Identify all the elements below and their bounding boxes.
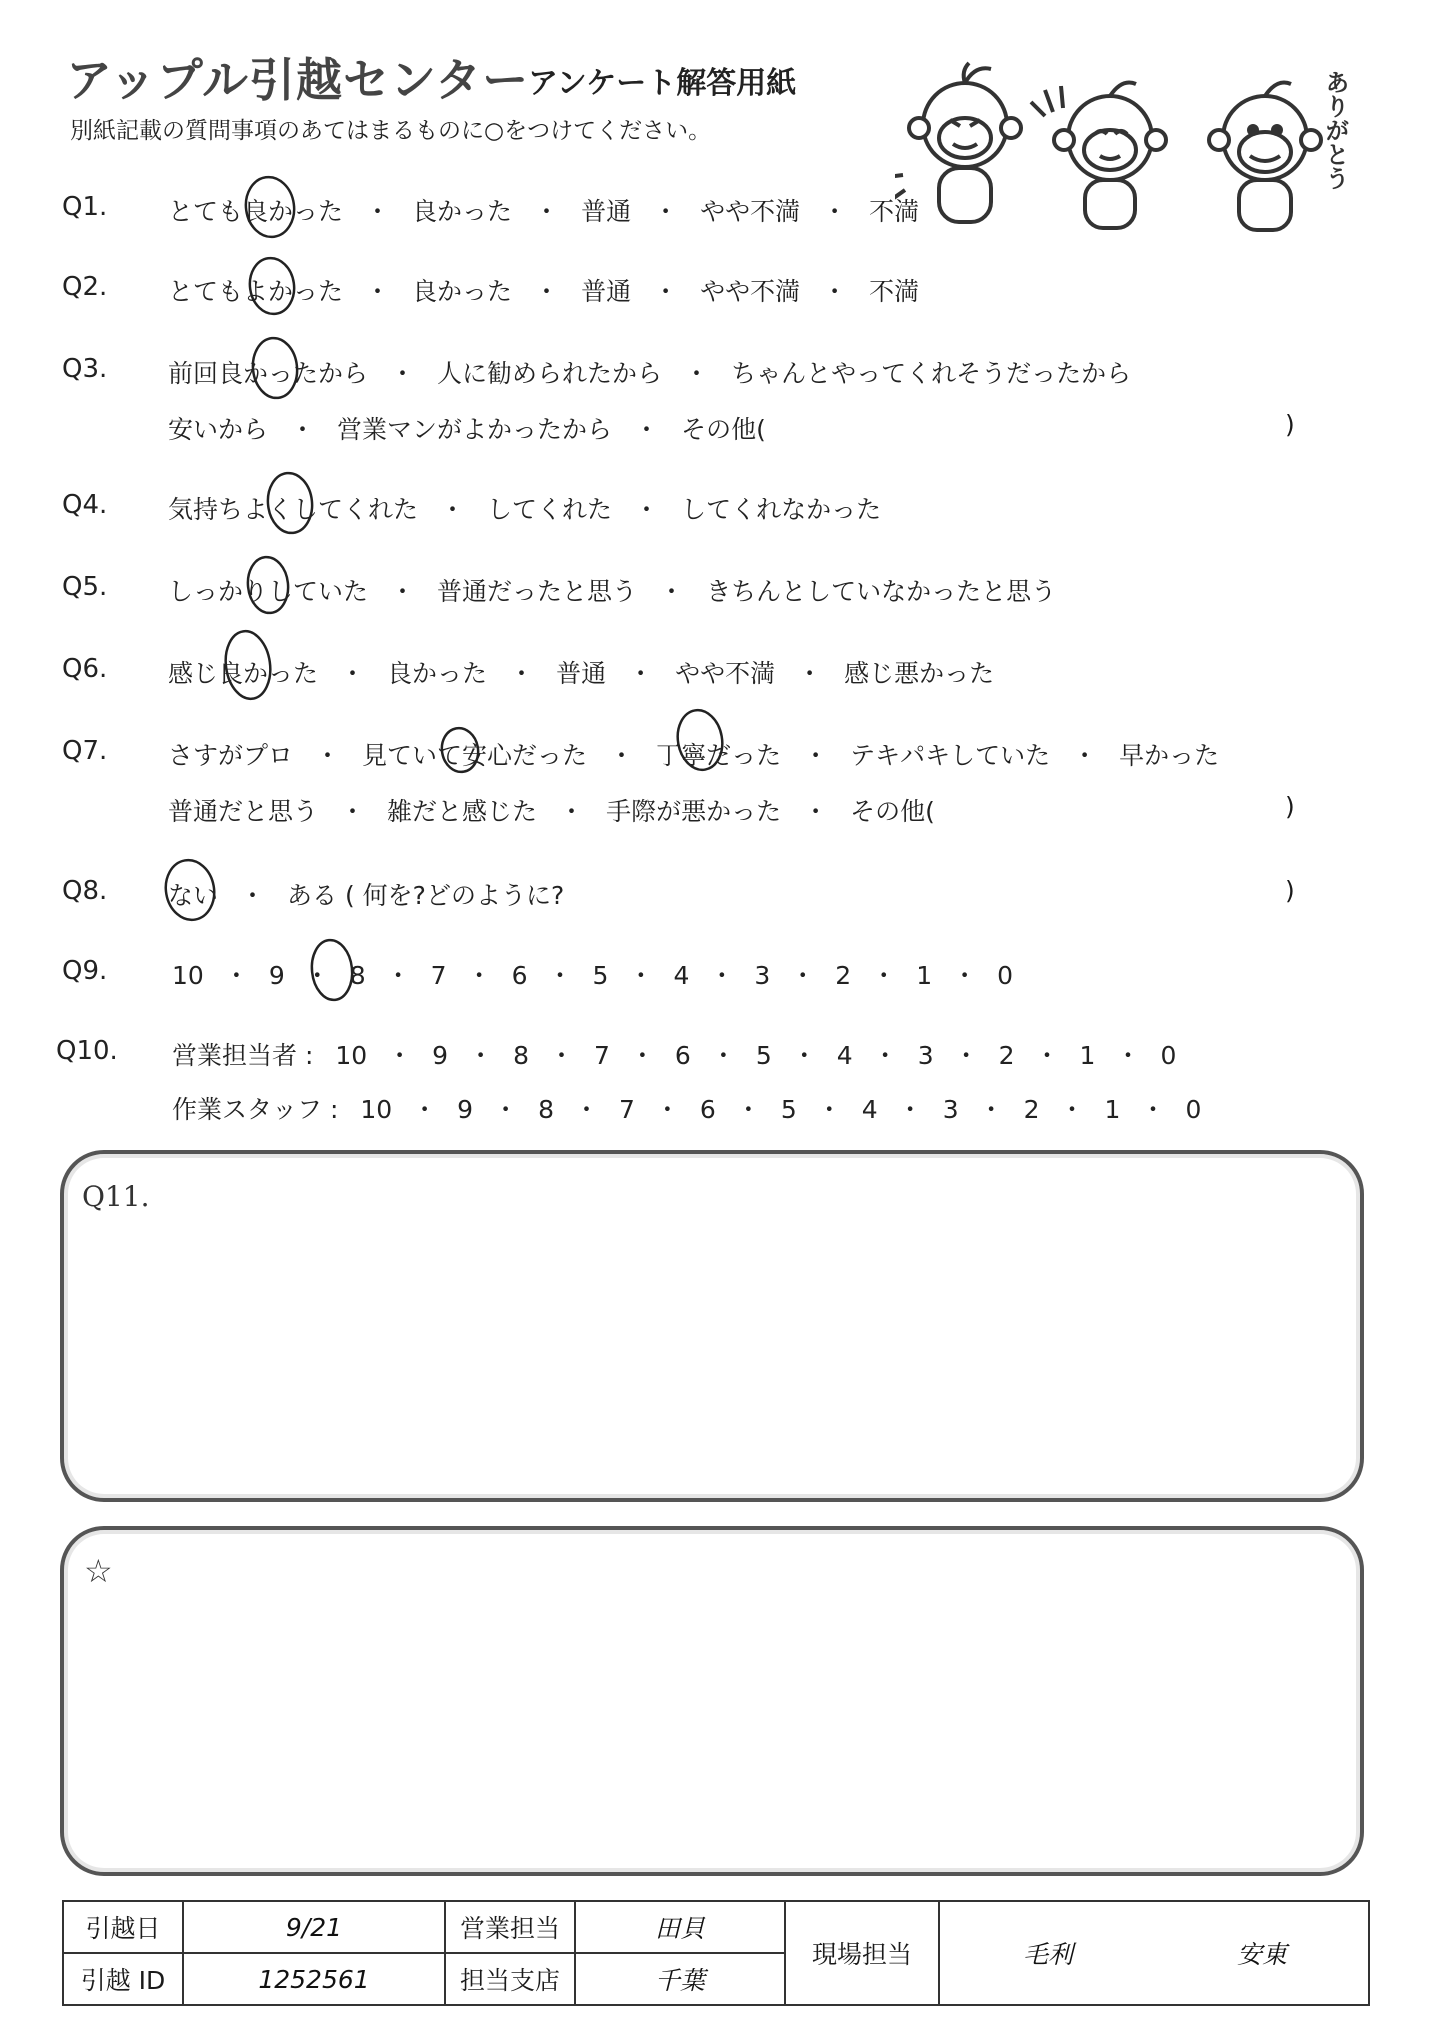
q7-options-line2: 普通だと思う ・ 雑だと感じた ・ 手際が悪かった ・ その他( xyxy=(168,797,935,826)
q7-label: Q7. xyxy=(62,736,108,766)
q7-option-6[interactable]: 普通だと思う xyxy=(168,797,319,826)
q4-option-2[interactable]: してくれた xyxy=(487,495,613,524)
q9-score-2[interactable]: 2 xyxy=(835,961,852,990)
site-staff-label: 現場担当 xyxy=(785,1901,939,2005)
move-id-label: 引越 ID xyxy=(63,1953,183,2005)
q5-options: しっかりしていた ・ 普通だったと思う ・ きちんとしていなかったと思う xyxy=(168,577,1057,606)
q1-label: Q1. xyxy=(62,192,108,222)
star-label: ☆ xyxy=(84,1552,113,1590)
q7-option-1[interactable]: さすがプロ xyxy=(168,741,294,770)
q2-label: Q2. xyxy=(62,272,108,302)
q1-option-1[interactable]: とても良かった xyxy=(168,197,344,226)
q9-score-6[interactable]: 6 xyxy=(511,961,528,990)
q1-option-2[interactable]: 良かった xyxy=(412,197,513,226)
q11-label: Q11. xyxy=(82,1180,150,1213)
q3-option-4[interactable]: 安いから xyxy=(168,415,269,444)
q10-staff-score-9[interactable]: 9 xyxy=(457,1095,474,1124)
q10-sales-score-2[interactable]: 2 xyxy=(998,1041,1015,1070)
q10-staff-score-2[interactable]: 2 xyxy=(1023,1095,1040,1124)
q6-options: 感じ良かった ・ 良かった ・ 普通 ・ やや不満 ・ 感じ悪かった xyxy=(168,659,995,688)
q7-option-3[interactable]: 丁寧だった xyxy=(656,741,782,770)
q10-sales-score-10[interactable]: 10 xyxy=(335,1041,368,1070)
q10-staff-score-3[interactable]: 3 xyxy=(942,1095,959,1124)
q10-sales-score-3[interactable]: 3 xyxy=(917,1041,934,1070)
thanks-vertical-text: ありがとう xyxy=(1321,70,1349,190)
q10-staff-score-7[interactable]: 7 xyxy=(619,1095,635,1124)
q7-option-8[interactable]: 手際が悪かった xyxy=(606,797,782,826)
q10-sales-score-4[interactable]: 4 xyxy=(836,1041,853,1070)
q10-sales-score-7[interactable]: 7 xyxy=(594,1041,610,1070)
q4-option-1[interactable]: 気持ちよくしてくれた xyxy=(168,495,419,524)
q10-sales-score-1[interactable]: 1 xyxy=(1079,1041,1096,1070)
q1-option-5[interactable]: 不満 xyxy=(869,197,920,226)
move-date-value[interactable]: 9/21 xyxy=(183,1901,445,1953)
q9-score-5[interactable]: 5 xyxy=(592,961,609,990)
q3-option-5[interactable]: 営業マンがよかったから xyxy=(337,415,613,444)
q4-options: 気持ちよくしてくれた ・ してくれた ・ してくれなかった xyxy=(168,495,882,524)
q9-score-1[interactable]: 1 xyxy=(916,961,933,990)
instruction-text: 別紙記載の質問事項のあてはまるものに○をつけてください。 xyxy=(70,118,712,144)
q8-option-some[interactable]: ある ( 何を?どのように? xyxy=(287,881,565,910)
q3-close-paren: ) xyxy=(1285,410,1295,439)
q10-sales-score-0[interactable]: 0 xyxy=(1160,1041,1177,1070)
q6-option-4[interactable]: やや不満 xyxy=(675,659,776,688)
q10-staff-score-1[interactable]: 1 xyxy=(1104,1095,1121,1124)
q7-option-4[interactable]: テキパキしていた xyxy=(850,741,1051,770)
monkey-mascots-illustration xyxy=(895,50,1365,240)
star-comment-box[interactable] xyxy=(60,1526,1364,1876)
q2-option-4[interactable]: やや不満 xyxy=(700,277,801,306)
q3-option-1[interactable]: 前回良かったから xyxy=(168,359,369,388)
site-staff-value-2[interactable]: 安東 xyxy=(1156,1901,1369,2005)
q10-staff-score-8[interactable]: 8 xyxy=(538,1095,554,1124)
q10-staff-score-6[interactable]: 6 xyxy=(699,1095,716,1124)
branch-label: 担当支店 xyxy=(445,1953,575,2005)
q6-option-2[interactable]: 良かった xyxy=(387,659,488,688)
q8-option-none[interactable]: ない xyxy=(168,881,219,910)
q10-sales-row: 営業担当者 : 10 ・ 9 ・ 8 ・ 7 ・ 6 ・ 5 ・ 4 ・ 3 ・ 2 ・ 1 ・ 0 xyxy=(172,1041,1177,1070)
q10-sales-score-6[interactable]: 6 xyxy=(674,1041,691,1070)
branch-value[interactable]: 千葉 xyxy=(575,1953,785,2005)
q1-option-4[interactable]: やや不満 xyxy=(700,197,801,226)
q7-option-other[interactable]: その他( xyxy=(850,797,935,826)
move-date-label: 引越日 xyxy=(63,1901,183,1953)
q10-staff-score-5[interactable]: 5 xyxy=(780,1095,797,1124)
q10-sales-score-8[interactable]: 8 xyxy=(513,1041,529,1070)
q9-score-0[interactable]: 0 xyxy=(997,961,1014,990)
q5-option-3[interactable]: きちんとしていなかったと思う xyxy=(706,577,1057,606)
q9-label: Q9. xyxy=(62,956,108,986)
q3-options-line1: 前回良かったから ・ 人に勧められたから ・ ちゃんとやってくれそうだったから xyxy=(168,359,1132,388)
q10-staff-score-10[interactable]: 10 xyxy=(360,1095,393,1124)
site-staff-value-1[interactable]: 毛利 xyxy=(939,1901,1156,2005)
q3-option-2[interactable]: 人に勧められたから xyxy=(437,359,663,388)
q7-option-2[interactable]: 見ていて安心だった xyxy=(362,741,588,770)
q3-option-other[interactable]: その他( xyxy=(681,415,766,444)
q3-label: Q3. xyxy=(62,354,108,384)
q8-label: Q8. xyxy=(62,876,108,906)
q5-label: Q5. xyxy=(62,572,108,602)
q2-options: とてもよかった ・ 良かった ・ 普通 ・ やや不満 ・ 不満 xyxy=(168,277,920,306)
q6-option-3[interactable]: 普通 xyxy=(556,659,607,688)
q9-scale: 10 ・ 9 ・ 8 ・ 7 ・ 6 ・ 5 ・ 4 ・ 3 ・ 2 ・ 1 ・ 0 xyxy=(172,961,1014,990)
q9-score-10[interactable]: 10 xyxy=(172,961,204,990)
q8-options: ない ・ ある ( 何を?どのように? xyxy=(168,881,565,910)
q6-option-1[interactable]: 感じ良かった xyxy=(168,659,319,688)
q10-label: Q10. xyxy=(56,1036,118,1066)
company-title: アップル引越センター xyxy=(66,53,530,107)
q10-staff-score-0[interactable]: 0 xyxy=(1185,1095,1202,1124)
q2-option-5[interactable]: 不満 xyxy=(869,277,920,306)
q10-staff-label: 作業スタッフ : xyxy=(172,1095,339,1124)
q1-options: とても良かった ・ 良かった ・ 普通 ・ やや不満 ・ 不満 xyxy=(168,197,920,226)
q7-option-7[interactable]: 雑だと感じた xyxy=(387,797,538,826)
q2-option-3[interactable]: 普通 xyxy=(581,277,632,306)
q10-sales-score-5[interactable]: 5 xyxy=(755,1041,772,1070)
q1-option-3[interactable]: 普通 xyxy=(581,197,632,226)
q7-close-paren: ) xyxy=(1285,792,1295,821)
q6-option-5[interactable]: 感じ悪かった xyxy=(844,659,995,688)
q6-label: Q6. xyxy=(62,654,108,684)
q10-staff-row: 作業スタッフ : 10 ・ 9 ・ 8 ・ 7 ・ 6 ・ 5 ・ 4 ・ 3 ・ 2 ・ 1 ・ 0 xyxy=(172,1095,1202,1124)
footer-info-table xyxy=(62,1900,1370,2006)
move-id-value[interactable]: 1252561 xyxy=(183,1953,445,2005)
q3-options-line2: 安いから ・ 営業マンがよかったから ・ その他( xyxy=(168,415,766,444)
q8-close-paren: ) xyxy=(1285,876,1295,905)
q5-option-1[interactable]: しっかりしていた xyxy=(168,577,369,606)
q9-score-4[interactable]: 4 xyxy=(673,961,690,990)
q5-option-2[interactable]: 普通だったと思う xyxy=(437,577,638,606)
q10-sales-score-9[interactable]: 9 xyxy=(432,1041,449,1070)
q11-answer-box[interactable] xyxy=(60,1150,1364,1502)
q10-sales-label: 営業担当者 : xyxy=(172,1041,314,1070)
q9-score-8[interactable]: 8 xyxy=(349,961,366,990)
q7-options-line1: さすがプロ ・ 見ていて安心だった ・ 丁寧だった ・ テキパキしていた ・ 早かった xyxy=(168,741,1220,770)
q9-score-3[interactable]: 3 xyxy=(754,961,771,990)
q7-option-5[interactable]: 早かった xyxy=(1119,741,1220,770)
q3-option-3[interactable]: ちゃんとやってくれそうだったから xyxy=(731,359,1132,388)
q4-label: Q4. xyxy=(62,490,108,520)
q9-score-7[interactable]: 7 xyxy=(430,961,447,990)
sales-rep-label: 営業担当 xyxy=(445,1901,575,1953)
q4-option-3[interactable]: してくれなかった xyxy=(681,495,882,524)
q9-score-9[interactable]: 9 xyxy=(268,961,285,990)
form-subtitle: アンケート解答用紙 xyxy=(528,66,797,101)
q2-option-1[interactable]: とてもよかった xyxy=(168,277,344,306)
q10-staff-score-4[interactable]: 4 xyxy=(861,1095,878,1124)
sales-rep-value[interactable]: 田貝 xyxy=(575,1901,785,1953)
q2-option-2[interactable]: 良かった xyxy=(412,277,513,306)
